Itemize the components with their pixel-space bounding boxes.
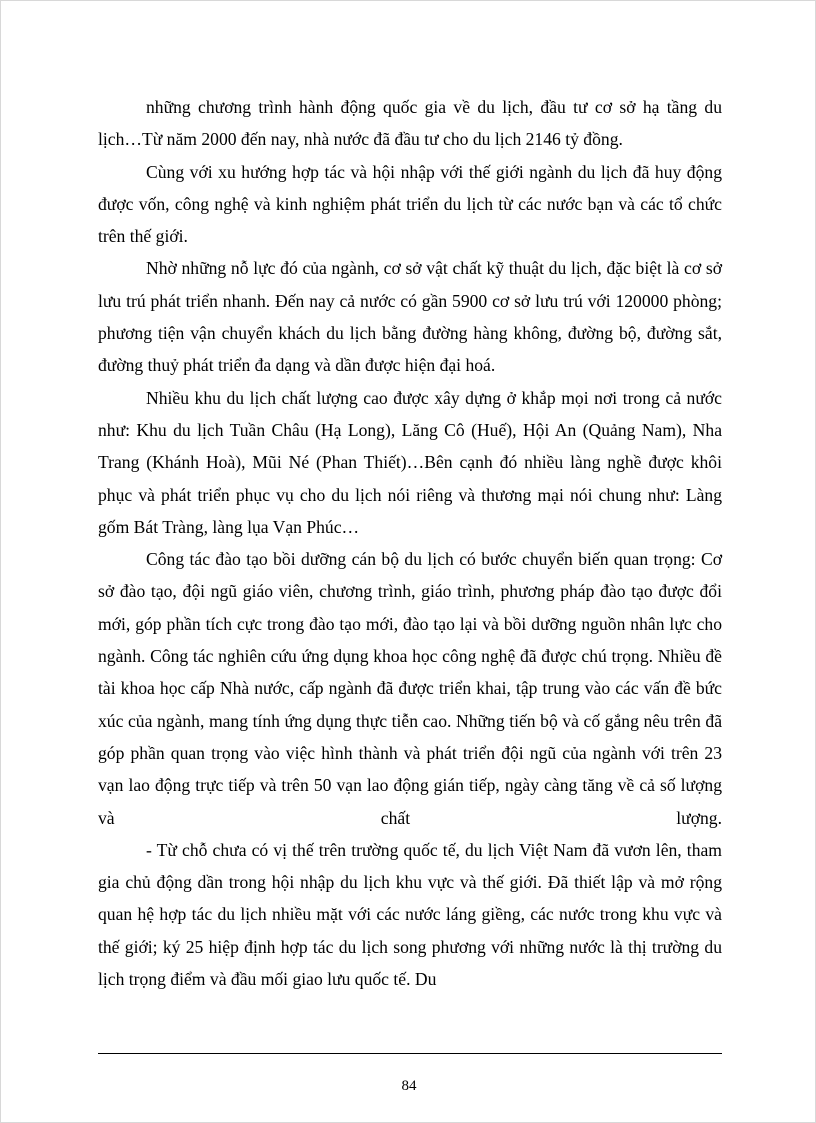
- footer-divider: [98, 1053, 722, 1054]
- paragraph-5: Công tác đào tạo bồi dưỡng cán bộ du lịch có bước chuyển biến quan trọng: Cơ sở đào tạo, đội ngũ giáo viên, chương trình, giáo trình, phương pháp đào tạo được đổi mới, góp phần tích cực trong đào tạo mới, đào tạo lại và bồi dưỡng nguồn nhân lực cho ngành. Công tác nghiên cứu ứng dụng khoa học công nghệ đã được chú trọng. Nhiều đề tài khoa học cấp Nhà nước, cấp ngành đã được triển khai, tập trung vào các vấn đề bức xúc của ngành, mang tính ứng dụng thực tiễn cao. Những tiến bộ và cố gắng nêu trên đã góp phần quan trọng vào việc hình thành và phát triển đội ngũ của ngành với trên 23 vạn lao động trực tiếp và trên 50 vạn lao động gián tiếp, ngày càng tăng về cả số lượng và chất lượng.: [98, 549, 722, 828]
- paragraph-1: những chương trình hành động quốc gia về du lịch, đầu tư cơ sở hạ tầng du lịch…Từ năm 2000 đến nay, nhà nước đã đầu tư cho du lịch 2146 tỷ đồng.: [98, 97, 722, 150]
- paragraph-3: Nhờ những nỗ lực đó của ngành, cơ sở vật chất kỹ thuật du lịch, đặc biệt là cơ sở lưu trú phát triển nhanh. Đến nay cả nước có gần 5900 cơ sở lưu trú với 120000 phòng; phương tiện vận chuyển khách du lịch bằng đường hàng không, đường bộ, đường sắt, đường thuỷ phát triển đa dạng và dần được hiện đại hoá.: [98, 258, 722, 376]
- paragraph-4: Nhiều khu du lịch chất lượng cao được xây dựng ở khắp mọi nơi trong cả nước như: Khu du lịch Tuần Châu (Hạ Long), Lăng Cô (Huế), Hội An (Quảng Nam), Nha Trang (Khánh Hoà), Mũi Né (Phan Thiết)…Bên cạnh đó nhiều làng nghề được khôi phục và phát triển phục vụ cho du lịch nói riêng và thương mại nói chung như: Làng gốm Bát Tràng, làng lụa Vạn Phúc…: [98, 387, 722, 537]
- page-number: 84: [401, 1078, 417, 1094]
- paragraph-6: - Từ chỗ chưa có vị thế trên trường quốc tế, du lịch Việt Nam đã vươn lên, tham gia chủ động dần trong hội nhập du lịch khu vực và thế giới. Đã thiết lập và mở rộng quan hệ hợp tác du lịch nhiều mặt với các nước láng giềng, các nước trong khu vực và thế giới; ký 25 hiệp định hợp tác du lịch song phương với những nước là thị trường du lịch trọng điểm và đầu mối giao lưu quốc tế. Du: [98, 839, 722, 990]
- paragraph-2: Cùng với xu hướng hợp tác và hội nhập với thế giới ngành du lịch đã huy động được vốn, công nghệ và kinh nghiệm phát triển du lịch từ các nước bạn và các tổ chức trên thế giới.: [98, 161, 722, 247]
- body-text: [98, 91, 722, 995]
